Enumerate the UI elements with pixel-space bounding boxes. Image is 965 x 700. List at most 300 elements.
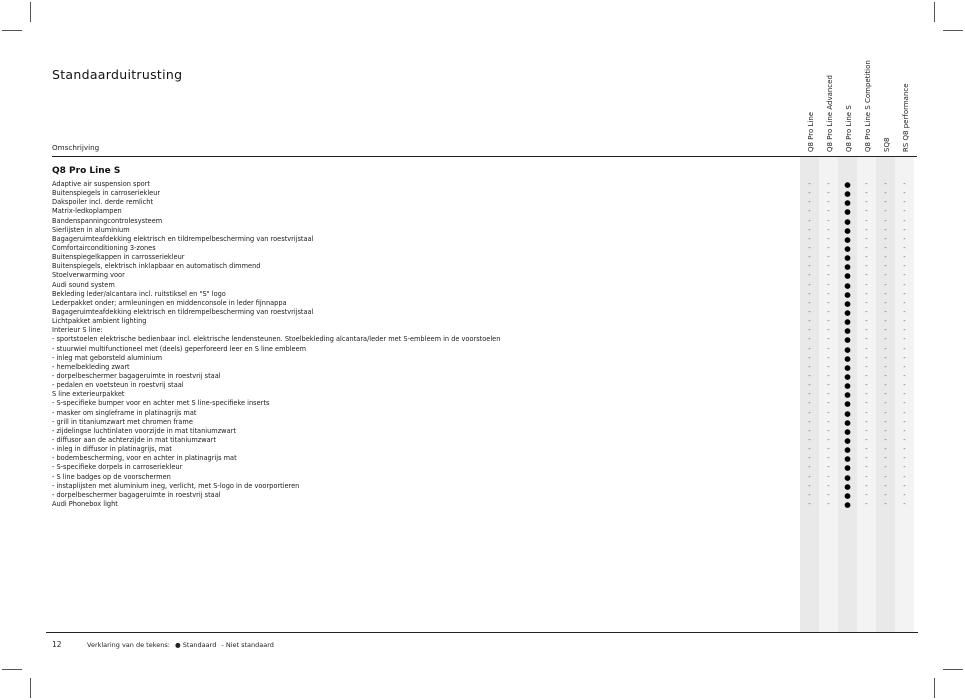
not-standard-mark: - [808,326,811,335]
table-row [52,372,922,381]
section-title: Q8 Pro Line S [52,166,121,176]
row-label: Adaptive air suspension sport [52,180,150,188]
not-standard-mark: - [808,243,811,252]
crop-mark [2,30,22,31]
row-label: - zijdelingse luchtinlaten voorzijde in mat titaniumzwart [52,426,236,435]
not-standard-mark: - [903,445,906,454]
not-standard-mark: - [865,280,868,289]
not-standard-mark: - [903,399,906,408]
standard-mark: ● [844,289,851,299]
not-standard-mark: - [903,317,906,326]
not-standard-mark: - [884,262,887,271]
row-label: Lichtpakket ambient lighting [52,317,147,326]
table-row [52,482,922,491]
not-standard-mark: - [865,445,868,454]
crop-mark [30,2,31,22]
not-standard-mark: - [884,225,887,234]
standard-mark: ● [844,180,851,189]
not-standard-mark: - [865,335,868,344]
not-standard-mark: - [865,216,868,225]
row-label: - dorpelbeschermer bagageruimte in roestvrij staal [52,490,221,499]
table-row [52,399,922,408]
not-standard-mark: - [884,280,887,289]
not-standard-mark: - [827,317,830,326]
column-header [819,42,838,152]
not-standard-mark: - [808,262,811,271]
standard-mark: ● [844,216,851,226]
not-standard-mark: - [865,353,868,362]
not-standard-mark: - [865,198,868,207]
row-label: - masker om singleframe in platinagrijs mat [52,408,197,417]
not-standard-mark: - [903,353,906,362]
not-standard-mark: - [865,253,868,262]
not-standard-mark: - [884,499,887,508]
not-standard-mark: - [865,225,868,234]
not-standard-mark: - [808,481,811,490]
not-standard-mark: - [827,207,830,216]
row-label: - stuurwiel multifunctioneel met (deels) geperforeerd leer en S line embleem [52,344,307,353]
equipment-table [52,180,922,509]
table-row [52,207,922,216]
not-standard-mark: - [808,362,811,371]
standard-mark: ● [844,344,851,354]
table-row [52,326,922,335]
not-standard-mark: - [827,399,830,408]
crop-mark [2,669,22,670]
standard-mark: ● [844,280,851,290]
row-label: - grill in titaniumzwart met chromen frame [52,417,193,426]
not-standard-mark: - [827,353,830,362]
not-standard-mark: - [827,371,830,380]
header-divider [52,156,917,157]
not-standard-mark: - [827,362,830,371]
row-label: - S-specifieke bumper voor en achter met S line-specifieke inserts [52,399,270,408]
not-standard-mark: - [903,490,906,499]
column-header-label: Q8 Pro Line Advanced [826,75,834,152]
not-standard-mark: - [903,390,906,399]
not-standard-mark: - [884,298,887,307]
not-standard-mark: - [808,490,811,499]
not-standard-mark: - [884,408,887,417]
not-standard-mark: - [903,234,906,243]
row-label: Dakspoiler incl. derde remlicht [52,198,154,207]
table-row [52,381,922,390]
standard-mark: ● [844,317,851,327]
not-standard-mark: - [808,307,811,316]
not-standard-mark: - [827,335,830,344]
not-standard-mark: - [903,253,906,262]
not-standard-mark: - [808,225,811,234]
standard-mark: ● [844,435,851,445]
not-standard-mark: - [865,262,868,271]
standard-mark: ● [844,445,851,455]
table-row [52,491,922,500]
page-title: Standaarduitrusting [52,67,183,82]
standard-mark: ● [844,298,851,308]
legend-label: Verklaring van de tekens: [87,641,170,649]
table-row [52,290,922,299]
column-header [857,42,876,152]
not-standard-mark: - [865,207,868,216]
not-standard-mark: - [808,198,811,207]
not-standard-mark: - [827,390,830,399]
not-standard-mark: - [827,180,830,188]
row-label: - S line badges op de voorschermen [52,472,171,481]
not-standard-mark: - [884,189,887,198]
not-standard-mark: - [903,435,906,444]
not-standard-mark: - [827,289,830,298]
not-standard-mark: - [884,426,887,435]
not-standard-mark: - [827,435,830,444]
not-standard-mark: - [865,399,868,408]
not-standard-mark: - [865,344,868,353]
not-standard-mark: - [808,280,811,289]
table-row [52,454,922,463]
not-standard-mark: - [903,289,906,298]
not-standard-mark: - [827,234,830,243]
description-header: Omschrijving [52,143,100,152]
not-standard-mark: - [827,445,830,454]
not-standard-mark: - [884,271,887,280]
row-label: Audi sound system [52,280,115,289]
not-standard-mark: - [808,317,811,326]
row-label: - inleg in diffusor in platinagrijs, mat [52,445,172,454]
not-standard-mark: - [903,216,906,225]
row-label: Comfortairconditioning 3-zones [52,243,156,252]
row-label: Lederpakket onder; armleuningen en middenconsole in leder fijnnappa [52,298,287,307]
table-row [52,409,922,418]
not-standard-mark: - [865,499,868,508]
column-header [838,42,857,152]
not-standard-mark: - [865,271,868,280]
not-standard-mark: - [903,243,906,252]
not-standard-mark: - [884,317,887,326]
not-standard-mark: - [884,463,887,472]
table-row [52,436,922,445]
standard-mark: ● [844,189,851,199]
table-row [52,418,922,427]
not-standard-mark: - [808,417,811,426]
standard-mark: ● [844,463,851,473]
not-standard-mark: - [903,344,906,353]
not-standard-mark: - [808,381,811,390]
not-standard-mark: - [903,335,906,344]
not-standard-mark: - [865,307,868,316]
not-standard-mark: - [865,234,868,243]
standard-mark: ● [844,408,851,418]
not-standard-mark: - [865,490,868,499]
footer-divider [46,632,918,633]
column-header-label: Q8 Pro Line [807,111,815,152]
not-standard-mark: - [884,180,887,188]
not-standard-mark: - [865,472,868,481]
table-row [52,271,922,280]
not-standard-mark: - [903,408,906,417]
standard-mark: ● [844,326,851,336]
standard-mark: ● [844,426,851,436]
not-standard-mark: - [884,435,887,444]
table-row [52,445,922,454]
row-label: Buitenspiegels, elektrisch inklapbaar en automatisch dimmend [52,262,261,271]
not-standard-mark: - [903,472,906,481]
not-standard-mark: - [827,490,830,499]
not-standard-mark: - [827,307,830,316]
not-standard-mark: - [865,317,868,326]
table-row [52,180,922,189]
not-standard-mark: - [827,499,830,508]
column-header-label: SQ8 [883,137,891,152]
row-label: S line exterieurpakket [52,390,125,399]
table-row [52,226,922,235]
not-standard-mark: - [808,234,811,243]
not-standard-mark: - [808,371,811,380]
column-header [895,42,914,152]
not-standard-mark: - [884,198,887,207]
not-standard-mark: - [827,344,830,353]
not-standard-mark: - [865,243,868,252]
standard-mark: ● [844,454,851,464]
not-standard-mark: - [865,189,868,198]
not-standard-mark: - [903,180,906,188]
row-label: - bodembescherming, voor en achter in platinagrijs mat [52,454,237,463]
column-header-label: RS Q8 performance [902,83,910,152]
not-standard-mark: - [884,390,887,399]
not-standard-mark: - [884,445,887,454]
row-label: Bagageruimteafdekking elektrisch en tildrempelbescherming van roestvrijstaal [52,307,314,316]
not-standard-mark: - [827,417,830,426]
not-standard-mark: - [808,408,811,417]
crop-mark [943,669,963,670]
not-standard-mark: - [884,344,887,353]
legend [87,641,277,649]
not-standard-mark: - [884,371,887,380]
not-standard-mark: - [808,180,811,188]
not-standard-mark: - [808,426,811,435]
legend-standard: ● Standaard [175,641,217,649]
row-label: - diffusor aan de achterzijde in mat titaniumzwart [52,435,216,444]
not-standard-mark: - [884,253,887,262]
standard-mark: ● [844,371,851,381]
not-standard-mark: - [884,234,887,243]
table-row [52,308,922,317]
not-standard-mark: - [827,243,830,252]
standard-mark: ● [844,225,851,235]
not-standard-mark: - [865,408,868,417]
not-standard-mark: - [808,335,811,344]
row-label: - S-specifieke dorpels in carroseriekleur [52,463,183,472]
not-standard-mark: - [865,362,868,371]
not-standard-mark: - [827,472,830,481]
standard-mark: ● [844,499,851,509]
not-standard-mark: - [827,481,830,490]
standard-mark: ● [844,481,851,491]
not-standard-mark: - [827,280,830,289]
not-standard-mark: - [808,499,811,508]
not-standard-mark: - [884,481,887,490]
not-standard-mark: - [884,362,887,371]
not-standard-mark: - [903,381,906,390]
table-row [52,244,922,253]
not-standard-mark: - [827,198,830,207]
not-standard-mark: - [903,426,906,435]
not-standard-mark: - [808,435,811,444]
column-header [800,42,819,152]
not-standard-mark: - [827,262,830,271]
column-header [876,42,895,152]
table-row [52,189,922,198]
not-standard-mark: - [884,472,887,481]
table-row [52,335,922,344]
row-label: Buitenspiegelkappen in carrosseriekleur [52,253,185,262]
not-standard-mark: - [903,362,906,371]
not-standard-mark: - [827,326,830,335]
row-label: - instaplijsten met aluminium ineg, verlicht, met S-logo in de voorportieren [52,481,300,490]
standard-mark: ● [844,490,851,500]
not-standard-mark: - [827,381,830,390]
crop-mark [30,678,31,698]
page-number: 12 [52,640,62,649]
not-standard-mark: - [808,463,811,472]
row-label: Interieur S line: [52,326,103,335]
legend-not-standard: - Niet standaard [221,641,274,649]
not-standard-mark: - [884,353,887,362]
not-standard-mark: - [865,381,868,390]
not-standard-mark: - [827,426,830,435]
row-label: Stoelverwarming voor [52,271,125,280]
not-standard-mark: - [903,371,906,380]
table-row [52,217,922,226]
not-standard-mark: - [827,271,830,280]
not-standard-mark: - [903,262,906,271]
not-standard-mark: - [884,207,887,216]
not-standard-mark: - [903,499,906,508]
row-label: - sportstoelen elektrische bedienbaar incl. elektrische lendensteunen. Stoelbekleding alcantara/leder met S-embleem in de voorstoelen [52,335,501,344]
standard-mark: ● [844,381,851,391]
row-label: Bekleding leder/alcantara incl. ruitstiksel en "S" logo [52,289,226,298]
not-standard-mark: - [808,271,811,280]
standard-mark: ● [844,399,851,409]
table-row [52,390,922,399]
not-standard-mark: - [808,472,811,481]
not-standard-mark: - [808,353,811,362]
not-standard-mark: - [865,390,868,399]
standard-mark: ● [844,335,851,345]
standard-mark: ● [844,417,851,427]
standard-mark: ● [844,307,851,317]
not-standard-mark: - [884,307,887,316]
not-standard-mark: - [903,189,906,198]
not-standard-mark: - [903,326,906,335]
table-row [52,235,922,244]
not-standard-mark: - [865,180,868,188]
table-row [52,345,922,354]
not-standard-mark: - [884,490,887,499]
not-standard-mark: - [808,298,811,307]
table-row [52,363,922,372]
not-standard-mark: - [808,189,811,198]
not-standard-mark: - [808,399,811,408]
not-standard-mark: - [865,463,868,472]
not-standard-mark: - [827,298,830,307]
not-standard-mark: - [808,445,811,454]
row-label: - hemelbekleding zwart [52,362,130,371]
table-row [52,463,922,472]
standard-mark: ● [844,362,851,372]
not-standard-mark: - [808,207,811,216]
not-standard-mark: - [865,435,868,444]
not-standard-mark: - [865,481,868,490]
not-standard-mark: - [903,225,906,234]
not-standard-mark: - [808,289,811,298]
standard-mark: ● [844,353,851,363]
row-label: - inleg mat geborsteld aluminium [52,353,163,362]
standard-mark: ● [844,253,851,263]
table-row [52,262,922,271]
not-standard-mark: - [808,216,811,225]
not-standard-mark: - [903,454,906,463]
row-label: Bandenspanningcontrolesysteem [52,216,163,225]
not-standard-mark: - [903,417,906,426]
row-label: Sierlijsten in aluminium [52,225,130,234]
not-standard-mark: - [903,198,906,207]
not-standard-mark: - [884,243,887,252]
not-standard-mark: - [827,408,830,417]
not-standard-mark: - [827,189,830,198]
table-row [52,500,922,509]
not-standard-mark: - [884,454,887,463]
not-standard-mark: - [865,371,868,380]
row-label: Buitenspiegels in carroseriekleur [52,189,161,198]
not-standard-mark: - [884,326,887,335]
standard-mark: ● [844,390,851,400]
not-standard-mark: - [884,417,887,426]
row-label: - pedalen en voetsteun in roestvrij staal [52,381,184,390]
not-standard-mark: - [827,216,830,225]
table-row [52,427,922,436]
not-standard-mark: - [903,481,906,490]
table-row [52,253,922,262]
not-standard-mark: - [827,463,830,472]
table-row [52,354,922,363]
crop-mark [943,30,963,31]
not-standard-mark: - [865,326,868,335]
column-header-label: Q8 Pro Line S Competition [864,60,872,152]
not-standard-mark: - [884,289,887,298]
not-standard-mark: - [884,335,887,344]
not-standard-mark: - [808,344,811,353]
table-row [52,473,922,482]
standard-mark: ● [844,207,851,217]
standard-mark: ● [844,262,851,272]
not-standard-mark: - [865,298,868,307]
not-standard-mark: - [808,390,811,399]
not-standard-mark: - [865,417,868,426]
not-standard-mark: - [827,253,830,262]
not-standard-mark: - [865,426,868,435]
not-standard-mark: - [903,280,906,289]
not-standard-mark: - [827,225,830,234]
standard-mark: ● [844,271,851,281]
not-standard-mark: - [884,216,887,225]
not-standard-mark: - [865,289,868,298]
not-standard-mark: - [903,463,906,472]
row-label: Audi Phonebox light [52,499,118,508]
not-standard-mark: - [884,381,887,390]
crop-mark [934,678,935,698]
standard-mark: ● [844,472,851,482]
column-header-label: Q8 Pro Line S [845,105,853,152]
crop-mark [934,2,935,22]
